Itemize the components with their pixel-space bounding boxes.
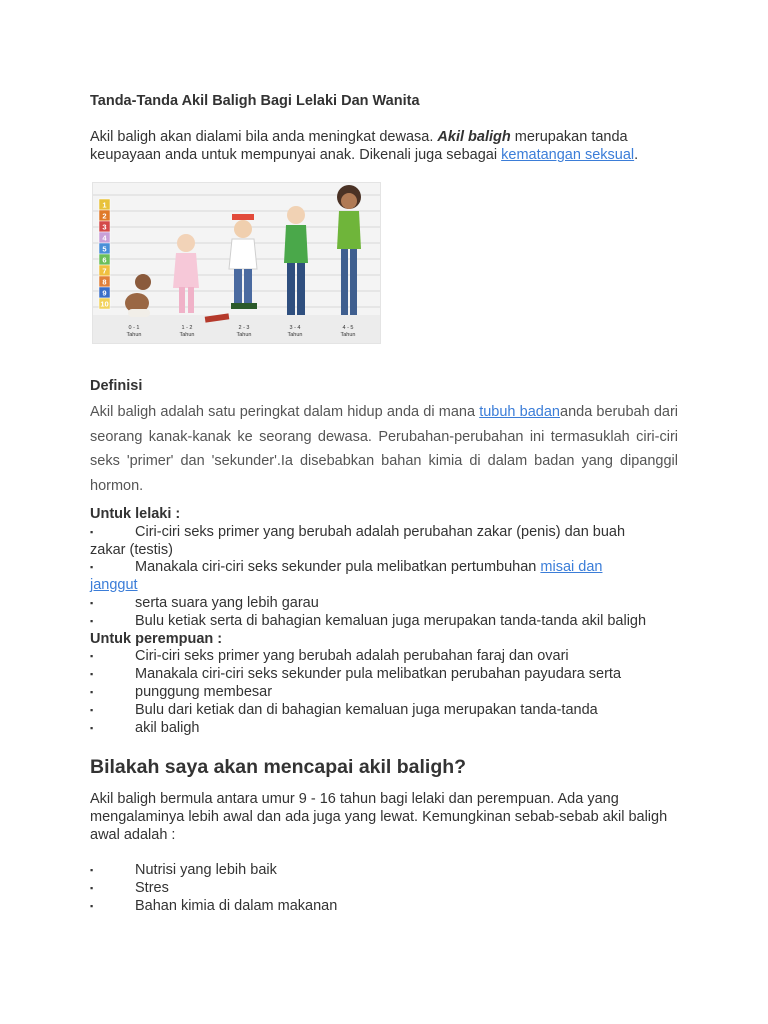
list-item bbox=[90, 702, 680, 720]
bullet-icon: ▪ bbox=[90, 597, 94, 608]
growth-illustration bbox=[92, 182, 381, 344]
age-unit-label: Tahun bbox=[126, 332, 142, 338]
intro-text-2: merupakan tanda keupayaan anda untuk mempunyai anak. Dikenali juga sebagai bbox=[90, 129, 628, 163]
causes-list bbox=[90, 862, 680, 915]
number-block-label: 5 bbox=[102, 244, 107, 254]
number-block-label: 6 bbox=[102, 255, 107, 265]
age-unit-label: Tahun bbox=[340, 332, 356, 338]
bullet-icon: ▪ bbox=[90, 669, 94, 680]
list-item-text: Bulu dari ketiak dan di bahagian kemaluan juga merupakan tanda-tanda bbox=[135, 701, 598, 718]
list-item-text bbox=[135, 559, 680, 577]
definisi-paragraph bbox=[90, 400, 678, 498]
list-item-text: Nutrisi yang lebih baik bbox=[135, 862, 277, 878]
bullet-icon: ▪ bbox=[90, 900, 94, 911]
list-item-text: Manakala ciri-ciri seks sekunder pula melibatkan perubahan payudara serta bbox=[135, 666, 622, 683]
age-range-label: 3 - 4 bbox=[289, 325, 301, 331]
age-range-label: 2 - 3 bbox=[238, 325, 250, 331]
link-misai-dan-janggut[interactable]: misai dan bbox=[540, 559, 603, 576]
number-block-label: 2 bbox=[102, 211, 107, 221]
age-unit-label: Tahun bbox=[236, 332, 252, 338]
list-item bbox=[90, 559, 680, 577]
age-unit-label: Tahun bbox=[287, 332, 303, 338]
list-item bbox=[90, 613, 680, 631]
page-title: Tanda-Tanda Akil Baligh Bagi Lelaki Dan Wanita bbox=[90, 93, 420, 109]
section-paragraph: Akil baligh bermula antara umur 9 - 16 tahun bagi lelaki dan perempuan. Ada yang mengalaminya lebih awal dan ada juga yang lewat. Kemungkinan sebab-sebab akil baligh awal adalah : bbox=[90, 791, 668, 843]
link-tubuh-badan[interactable]: tubuh badan bbox=[479, 404, 560, 420]
list-item-text-part: Manakala ciri-ciri seks sekunder pula melibatkan pertumbuhan bbox=[135, 559, 541, 576]
signs-lists bbox=[90, 506, 680, 737]
link-kematangan-seksual[interactable]: kematangan seksual bbox=[501, 147, 635, 163]
link-janggut[interactable]: janggut bbox=[90, 577, 138, 594]
definisi-text: Akil baligh adalah satu peringkat dalam hidup anda di mana bbox=[90, 404, 480, 420]
age-range-label: 1 - 2 bbox=[181, 325, 193, 331]
bullet-icon: ▪ bbox=[90, 704, 94, 715]
list-item bbox=[90, 595, 680, 613]
bullet-icon: ▪ bbox=[90, 615, 94, 626]
list-item bbox=[90, 648, 680, 666]
bullet-icon: ▪ bbox=[90, 562, 94, 573]
bullet-icon: ▪ bbox=[90, 526, 94, 537]
intro-paragraph bbox=[90, 128, 680, 164]
list-item-text: Ciri-ciri seks primer yang berubah adalah perubahan zakar (penis) dan buah bbox=[135, 523, 626, 540]
list-item bbox=[90, 684, 680, 702]
intro-bold: Akil baligh bbox=[437, 129, 511, 145]
definisi-heading: Definisi bbox=[90, 378, 143, 394]
list-item-text: akil baligh bbox=[135, 719, 200, 736]
definisi-text-2: anda berubah dari seorang kanak-kanak ke seorang dewasa. Perubahan-perubahan ini termasuklah ciri-ciri seks 'primer' dan 'sekunder'.Ia disebabkan bahan kimia di dalam badan yang dipanggil hormon. bbox=[90, 404, 678, 494]
bullet-icon: ▪ bbox=[90, 882, 94, 893]
age-range-label: 4 - 5 bbox=[342, 325, 354, 331]
perempuan-heading: Untuk perempuan : bbox=[90, 630, 223, 647]
list-item bbox=[90, 720, 680, 738]
number-block-label: 8 bbox=[102, 277, 107, 287]
list-item bbox=[90, 880, 680, 898]
number-block-label: 1 bbox=[102, 200, 107, 210]
bullet-icon: ▪ bbox=[90, 722, 94, 733]
number-block-label: 3 bbox=[102, 222, 107, 232]
bullet-icon: ▪ bbox=[90, 865, 94, 875]
list-item-text: punggung membesar bbox=[135, 683, 273, 700]
number-block-label: 9 bbox=[102, 288, 107, 298]
intro-text: Akil baligh akan dialami bila anda meningkat dewasa. bbox=[90, 129, 438, 145]
list-item-continuation: zakar (testis) bbox=[90, 541, 173, 558]
bullet-icon: ▪ bbox=[90, 686, 94, 697]
growth-chart-image bbox=[93, 183, 380, 343]
list-item bbox=[90, 666, 680, 684]
section-heading: Bilakah saya akan mencapai akil baligh? bbox=[90, 756, 467, 778]
intro-end: . bbox=[634, 147, 639, 163]
number-block-label: 10 bbox=[100, 299, 109, 309]
age-range-label: 0 - 1 bbox=[128, 325, 140, 331]
bullet-icon: ▪ bbox=[90, 651, 94, 662]
list-item-text: serta suara yang lebih garau bbox=[135, 594, 319, 611]
list-item-text: Stres bbox=[135, 879, 169, 896]
list-item-continuation bbox=[90, 577, 680, 595]
list-item-text: Bahan kimia di dalam makanan bbox=[135, 897, 338, 914]
number-block-label: 4 bbox=[102, 233, 107, 243]
number-block-label: 7 bbox=[102, 266, 107, 276]
lelaki-heading: Untuk lelaki : bbox=[90, 506, 181, 522]
list-item bbox=[90, 524, 680, 542]
age-unit-label: Tahun bbox=[179, 332, 195, 338]
number-blocks bbox=[99, 199, 110, 309]
list-item bbox=[90, 862, 680, 880]
list-item-text: Ciri-ciri seks primer yang berubah adalah perubahan faraj dan ovari bbox=[135, 648, 569, 665]
list-item bbox=[90, 898, 680, 916]
list-item-text: Bulu ketiak serta di bahagian kemaluan juga merupakan tanda-tanda akil baligh bbox=[135, 612, 647, 629]
